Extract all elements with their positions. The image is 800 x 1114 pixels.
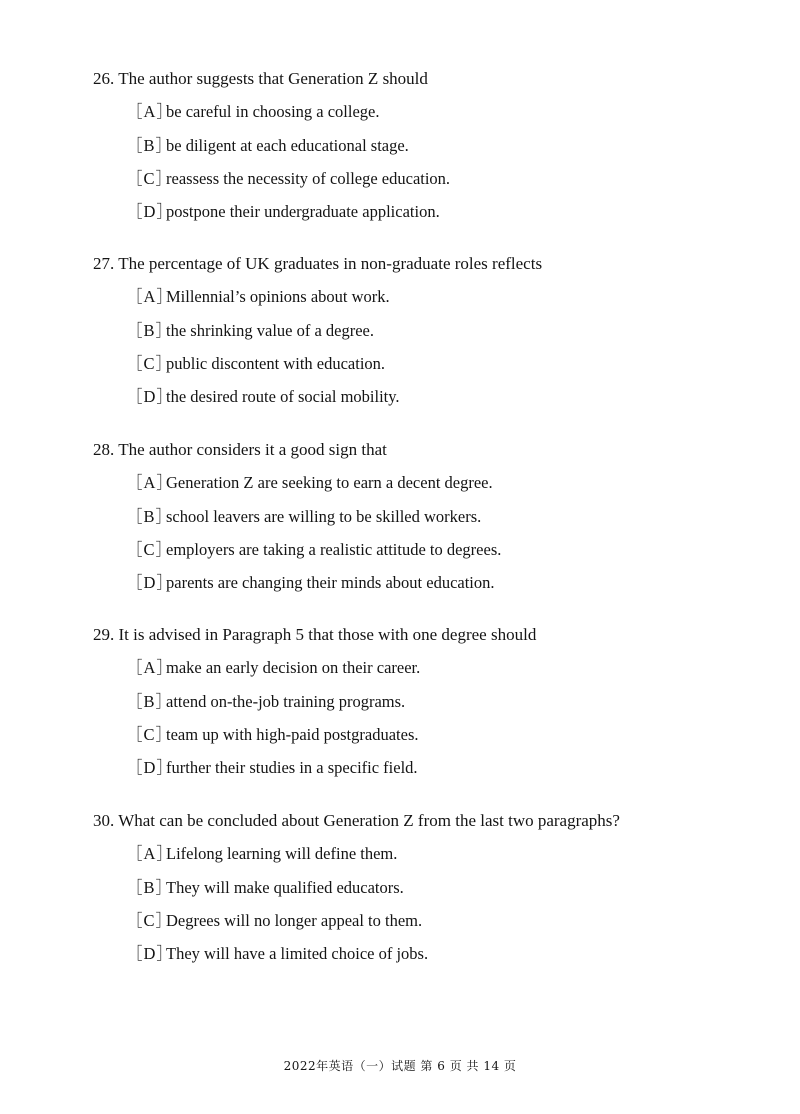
option-text: They will make qualified educators. — [166, 877, 404, 897]
option-b — [126, 135, 783, 157]
option-text: Millennial’s opinions about work. — [166, 287, 390, 307]
option-letter: ［B］ — [126, 320, 174, 340]
option-letter: ［A］ — [126, 658, 174, 678]
option-a — [126, 657, 783, 679]
option-b — [126, 320, 783, 342]
option-letter: ［C］ — [126, 539, 174, 559]
option-d — [126, 943, 783, 965]
option-d — [126, 201, 783, 223]
option-text: Generation Z are seeking to earn a decent degree. — [166, 473, 493, 493]
option-list — [126, 657, 783, 779]
option-list — [126, 843, 783, 965]
option-c — [126, 910, 783, 932]
option-d — [126, 386, 783, 408]
option-letter: ［B］ — [126, 135, 174, 155]
option-text: public discontent with education. — [166, 353, 386, 373]
option-a — [126, 843, 783, 865]
option-letter: ［D］ — [126, 758, 174, 778]
option-c — [126, 539, 783, 561]
question-30 — [93, 810, 783, 965]
option-text: parents are changing their minds about education. — [166, 573, 495, 593]
option-text: make an early decision on their career. — [166, 658, 421, 678]
option-b — [126, 506, 783, 528]
question-stem: 28. The author considers it a good sign that — [93, 440, 387, 459]
question-27 — [93, 253, 783, 408]
question-26 — [93, 68, 783, 223]
option-letter: ［D］ — [126, 944, 174, 964]
option-text: be careful in choosing a college. — [166, 102, 380, 122]
option-letter: ［D］ — [126, 573, 174, 593]
option-text: Degrees will no longer appeal to them. — [166, 910, 423, 930]
question-28 — [93, 439, 783, 594]
option-letter: ［B］ — [126, 877, 174, 897]
page-footer: 2022年英语（一）试题 第 6 页 共 14 页 — [283, 1059, 517, 1073]
option-text: further their studies in a specific field. — [166, 758, 418, 778]
option-c — [126, 353, 783, 375]
question-stem: 27. The percentage of UK graduates in non-graduate roles reflects — [93, 254, 543, 273]
option-list — [126, 472, 783, 594]
option-b — [126, 877, 783, 899]
option-letter: ［B］ — [126, 506, 174, 526]
option-list — [126, 286, 783, 408]
option-b — [126, 691, 783, 713]
option-text: postpone their undergraduate application. — [166, 202, 440, 222]
option-letter: ［B］ — [126, 691, 174, 711]
option-letter: ［C］ — [126, 910, 174, 930]
option-text: employers are taking a realistic attitude to degrees. — [166, 539, 502, 559]
option-a — [126, 286, 783, 308]
option-d — [126, 757, 783, 779]
option-text: the shrinking value of a degree. — [166, 320, 375, 340]
question-stem: 30. What can be concluded about Generation Z from the last two paragraphs? — [93, 811, 620, 830]
option-letter: ［A］ — [126, 473, 174, 493]
option-letter: ［C］ — [126, 724, 174, 744]
option-letter: ［A］ — [126, 287, 174, 307]
option-letter: ［A］ — [126, 844, 174, 864]
option-letter: ［A］ — [126, 102, 174, 122]
option-c — [126, 168, 783, 190]
option-list — [126, 101, 783, 223]
option-letter: ［D］ — [126, 202, 174, 222]
option-text: attend on-the-job training programs. — [166, 691, 406, 711]
option-text: They will have a limited choice of jobs. — [166, 944, 429, 964]
option-text: be diligent at each educational stage. — [166, 135, 409, 155]
option-letter: ［D］ — [126, 387, 174, 407]
option-d — [126, 572, 783, 594]
option-text: the desired route of social mobility. — [166, 387, 400, 407]
question-stem: 26. The author suggests that Generation Z should — [93, 69, 428, 88]
option-text: reassess the necessity of college education. — [166, 168, 451, 188]
option-text: team up with high-paid postgraduates. — [166, 724, 419, 744]
option-text: Lifelong learning will define them. — [166, 844, 398, 864]
option-c — [126, 724, 783, 746]
question-stem: 29. It is advised in Paragraph 5 that those with one degree should — [93, 625, 537, 644]
question-29 — [93, 624, 783, 779]
option-a — [126, 101, 783, 123]
option-letter: ［C］ — [126, 353, 174, 373]
option-letter: ［C］ — [126, 168, 174, 188]
option-a — [126, 472, 783, 494]
option-text: school leavers are willing to be skilled workers. — [166, 506, 482, 526]
